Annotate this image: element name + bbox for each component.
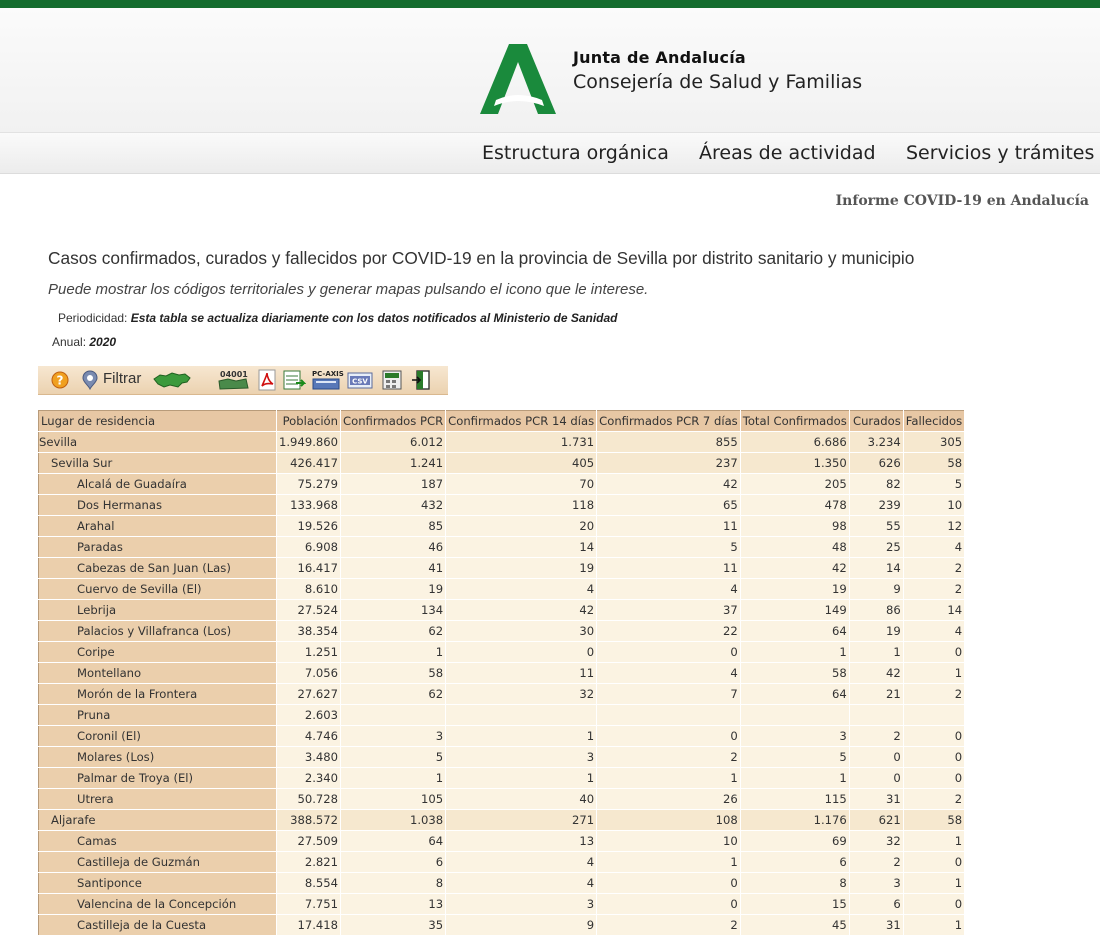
row-cell-value: [740, 705, 849, 726]
row-lugar[interactable]: Castilleja de Guzmán: [39, 852, 277, 873]
table-row-municipio[interactable]: [39, 579, 965, 600]
table-row-municipio[interactable]: [39, 516, 965, 537]
table-row-municipio[interactable]: [39, 621, 965, 642]
row-lugar[interactable]: Sevilla Sur: [39, 453, 277, 474]
row-cell-value: 7: [597, 684, 741, 705]
nav-item-servicios[interactable]: Servicios y trámites: [906, 142, 1095, 164]
col-header-confirmados-pcr[interactable]: Confirmados PCR: [341, 411, 446, 432]
table-row-municipio[interactable]: [39, 600, 965, 621]
row-cell-value: 1: [849, 642, 903, 663]
row-cell-value: 35: [341, 915, 446, 936]
row-cell-value: 0: [446, 642, 597, 663]
row-cell-value: 2: [597, 747, 741, 768]
row-cell-value: 0: [597, 894, 741, 915]
row-cell-value: 432: [341, 495, 446, 516]
pdf-icon[interactable]: [256, 370, 278, 390]
row-lugar[interactable]: Coronil (El): [39, 726, 277, 747]
row-cell-value: 58: [903, 810, 964, 831]
row-cell-value: 8.610: [277, 579, 341, 600]
row-cell-value: 22: [597, 621, 741, 642]
row-lugar[interactable]: Palmar de Troya (El): [39, 768, 277, 789]
row-cell-value: 13: [446, 831, 597, 852]
row-cell-value: 27.509: [277, 831, 341, 852]
col-header-pcr-7[interactable]: Confirmados PCR 7 días: [597, 411, 741, 432]
row-cell-value: 9: [446, 915, 597, 936]
row-lugar[interactable]: Coripe: [39, 642, 277, 663]
row-cell-value: 5: [740, 747, 849, 768]
row-cell-value: 40: [446, 789, 597, 810]
row-lugar[interactable]: Lebrija: [39, 600, 277, 621]
row-cell-value: 4: [597, 579, 741, 600]
row-cell-value: 187: [341, 474, 446, 495]
col-header-pcr-14[interactable]: Confirmados PCR 14 días: [446, 411, 597, 432]
row-cell-value: 7.056: [277, 663, 341, 684]
csv-label: CSV: [352, 377, 368, 386]
row-cell-value: 19.526: [277, 516, 341, 537]
row-cell-value: 69: [740, 831, 849, 852]
row-cell-value: 3: [446, 894, 597, 915]
periodicity-value: Esta tabla se actualiza diariamente con los datos notificados al Ministerio de Sanidad: [130, 311, 618, 325]
codes-label: 04001: [220, 370, 248, 379]
row-lugar[interactable]: Aljarafe: [39, 810, 277, 831]
row-cell-value: 17.418: [277, 915, 341, 936]
row-cell-value: 27.524: [277, 600, 341, 621]
table-row-municipio[interactable]: [39, 873, 965, 894]
row-cell-value: 118: [446, 495, 597, 516]
row-cell-value: 3.234: [849, 432, 903, 453]
row-cell-value: 426.417: [277, 453, 341, 474]
table-row-municipio[interactable]: [39, 684, 965, 705]
row-cell-value: 70: [446, 474, 597, 495]
row-cell-value: 1.038: [341, 810, 446, 831]
row-cell-value: 7.751: [277, 894, 341, 915]
row-cell-value: 9: [849, 579, 903, 600]
row-lugar[interactable]: Santiponce: [39, 873, 277, 894]
site-header: [0, 8, 1100, 132]
row-cell-value: 11: [597, 558, 741, 579]
row-lugar[interactable]: Paradas: [39, 537, 277, 558]
svg-text:?: ?: [56, 373, 64, 388]
row-cell-value: 31: [849, 915, 903, 936]
row-cell-value: [597, 705, 741, 726]
exit-icon[interactable]: [410, 370, 432, 390]
row-cell-value: 108: [597, 810, 741, 831]
row-cell-value: 2: [597, 915, 741, 936]
row-cell-value: 0: [597, 873, 741, 894]
row-cell-value: 4: [597, 663, 741, 684]
row-cell-value: 205: [740, 474, 849, 495]
row-cell-value: 31: [849, 789, 903, 810]
row-cell-value: 4.746: [277, 726, 341, 747]
row-cell-value: 10: [903, 495, 964, 516]
row-cell-value: 1: [903, 915, 964, 936]
row-cell-value: 2: [903, 684, 964, 705]
row-cell-value: 6.686: [740, 432, 849, 453]
row-lugar[interactable]: Camas: [39, 831, 277, 852]
filter-button[interactable]: Filtrar: [103, 370, 142, 387]
row-cell-value: 0: [597, 726, 741, 747]
table-row-municipio[interactable]: [39, 537, 965, 558]
row-lugar[interactable]: Dos Hermanas: [39, 495, 277, 516]
row-cell-value: 1.350: [740, 453, 849, 474]
table-row-municipio[interactable]: [39, 747, 965, 768]
row-cell-value: 0: [849, 768, 903, 789]
row-cell-value: 11: [446, 663, 597, 684]
row-cell-value: 55: [849, 516, 903, 537]
row-cell-value: 3: [740, 726, 849, 747]
row-cell-value: 2: [903, 558, 964, 579]
row-cell-value: 2.603: [277, 705, 341, 726]
row-cell-value: 0: [903, 642, 964, 663]
row-cell-value: 21: [849, 684, 903, 705]
table-row-distrito[interactable]: [39, 810, 965, 831]
row-cell-value: 46: [341, 537, 446, 558]
row-cell-value: 12: [903, 516, 964, 537]
row-cell-value: 19: [341, 579, 446, 600]
row-cell-value: 6: [740, 852, 849, 873]
excel-icon[interactable]: [282, 370, 306, 390]
annual-label: Anual:: [52, 335, 87, 349]
row-cell-value: 11: [597, 516, 741, 537]
row-cell-value: 305: [903, 432, 964, 453]
row-lugar[interactable]: Montellano: [39, 663, 277, 684]
page-subtitle: Puede mostrar los códigos territoriales y generar mapas pulsando el icono que le interese.: [48, 281, 649, 298]
row-cell-value: 5: [597, 537, 741, 558]
table-row-municipio[interactable]: [39, 831, 965, 852]
row-cell-value: 75.279: [277, 474, 341, 495]
row-cell-value: 5: [341, 747, 446, 768]
row-cell-value: 1: [903, 873, 964, 894]
row-cell-value: 1: [446, 726, 597, 747]
row-cell-value: 32: [849, 831, 903, 852]
row-cell-value: 1: [597, 852, 741, 873]
covid-data-table: [38, 410, 965, 936]
row-cell-value: [341, 705, 446, 726]
row-cell-value: 2: [849, 726, 903, 747]
row-lugar[interactable]: Morón de la Frontera: [39, 684, 277, 705]
table-row-distrito[interactable]: [39, 453, 965, 474]
row-cell-value: 2: [903, 579, 964, 600]
row-cell-value: 64: [740, 684, 849, 705]
row-cell-value: 64: [341, 831, 446, 852]
table-row-municipio[interactable]: [39, 705, 965, 726]
calc-icon[interactable]: [380, 370, 404, 390]
row-cell-value: 1.251: [277, 642, 341, 663]
row-cell-value: 58: [903, 453, 964, 474]
row-cell-value: 0: [903, 768, 964, 789]
table-row-distrito[interactable]: [39, 432, 965, 453]
row-cell-value: 58: [740, 663, 849, 684]
row-cell-value: 6: [849, 894, 903, 915]
pcaxis-label: PC-AXIS: [312, 370, 344, 378]
row-cell-value: 1: [597, 768, 741, 789]
row-cell-value: 388.572: [277, 810, 341, 831]
col-header-curados[interactable]: Curados: [849, 411, 903, 432]
row-cell-value: 478: [740, 495, 849, 516]
row-cell-value: 2.821: [277, 852, 341, 873]
row-cell-value: 58: [341, 663, 446, 684]
main-nav: [0, 132, 1100, 174]
col-header-lugar[interactable]: Lugar de residencia: [39, 411, 277, 432]
row-cell-value: 14: [849, 558, 903, 579]
table-row-municipio[interactable]: [39, 474, 965, 495]
row-cell-value: 1: [341, 768, 446, 789]
row-lugar[interactable]: Valencina de la Concepción: [39, 894, 277, 915]
row-cell-value: 42: [446, 600, 597, 621]
table-row-municipio[interactable]: [39, 558, 965, 579]
table-row-municipio[interactable]: [39, 789, 965, 810]
row-cell-value: 6.012: [341, 432, 446, 453]
col-header-poblacion[interactable]: Población: [277, 411, 341, 432]
annual: [52, 335, 116, 349]
junta-logo-icon[interactable]: [478, 42, 558, 116]
row-cell-value: 5: [903, 474, 964, 495]
codes-icon[interactable]: [216, 370, 252, 390]
brand-department: Consejería de Salud y Familias: [573, 71, 863, 93]
row-cell-value: 626: [849, 453, 903, 474]
row-cell-value: 4: [446, 579, 597, 600]
row-cell-value: 105: [341, 789, 446, 810]
row-cell-value: 1: [903, 831, 964, 852]
nav-item-areas[interactable]: Áreas de actividad: [699, 142, 876, 164]
row-cell-value: 16.417: [277, 558, 341, 579]
row-cell-value: 62: [341, 621, 446, 642]
row-cell-value: 3: [849, 873, 903, 894]
row-cell-value: 3: [341, 726, 446, 747]
col-header-fallecidos[interactable]: Fallecidos: [903, 411, 964, 432]
filter-icon[interactable]: [80, 370, 100, 390]
row-cell-value: 8: [740, 873, 849, 894]
row-cell-value: 4: [903, 537, 964, 558]
row-cell-value: 45: [740, 915, 849, 936]
table-body: [39, 432, 965, 936]
row-cell-value: 30: [446, 621, 597, 642]
row-cell-value: 855: [597, 432, 741, 453]
row-cell-value: 86: [849, 600, 903, 621]
map-icon[interactable]: [152, 370, 192, 390]
row-lugar[interactable]: Pruna: [39, 705, 277, 726]
table-row-municipio[interactable]: [39, 915, 965, 936]
help-icon[interactable]: [50, 370, 70, 390]
brand-name: Junta de Andalucía: [573, 48, 746, 67]
row-cell-value: [849, 705, 903, 726]
row-cell-value: 64: [740, 621, 849, 642]
nav-item-estructura[interactable]: Estructura orgánica: [482, 142, 669, 164]
row-cell-value: 1: [446, 768, 597, 789]
table-header-row: [39, 411, 965, 432]
row-cell-value: 98: [740, 516, 849, 537]
row-cell-value: 85: [341, 516, 446, 537]
row-lugar[interactable]: Cuervo de Sevilla (El): [39, 579, 277, 600]
row-cell-value: 10: [597, 831, 741, 852]
row-cell-value: 27.627: [277, 684, 341, 705]
row-cell-value: 48: [740, 537, 849, 558]
row-cell-value: 62: [341, 684, 446, 705]
row-cell-value: 42: [740, 558, 849, 579]
table-row-municipio[interactable]: [39, 768, 965, 789]
row-cell-value: 134: [341, 600, 446, 621]
row-cell-value: 133.968: [277, 495, 341, 516]
page-title: Casos confirmados, curados y fallecidos por COVID-19 en la provincia de Sevilla por distrito sanitario y municipio: [48, 248, 915, 268]
row-cell-value: 2.340: [277, 768, 341, 789]
row-cell-value: 41: [341, 558, 446, 579]
row-lugar[interactable]: Cabezas de San Juan (Las): [39, 558, 277, 579]
row-cell-value: 1.176: [740, 810, 849, 831]
row-cell-value: [446, 705, 597, 726]
row-cell-value: 0: [903, 726, 964, 747]
row-cell-value: 3: [446, 747, 597, 768]
row-lugar[interactable]: Molares (Los): [39, 747, 277, 768]
table-row-municipio[interactable]: [39, 726, 965, 747]
row-cell-value: 19: [740, 579, 849, 600]
row-cell-value: 50.728: [277, 789, 341, 810]
annual-value: 2020: [89, 335, 117, 349]
row-cell-value: 2: [849, 852, 903, 873]
row-cell-value: 65: [597, 495, 741, 516]
row-cell-value: 1: [903, 663, 964, 684]
row-cell-value: 6: [341, 852, 446, 873]
table-row-municipio[interactable]: [39, 495, 965, 516]
row-cell-value: 42: [597, 474, 741, 495]
table-row-municipio[interactable]: [39, 642, 965, 663]
top-accent-bar: [0, 0, 1100, 8]
row-lugar[interactable]: Castilleja de la Cuesta: [39, 915, 277, 936]
report-title: Informe COVID-19 en Andalucía: [835, 193, 1089, 209]
row-cell-value: 37: [597, 600, 741, 621]
row-cell-value: 0: [903, 747, 964, 768]
row-cell-value: 14: [446, 537, 597, 558]
row-cell-value: 0: [903, 852, 964, 873]
row-cell-value: 0: [849, 747, 903, 768]
row-cell-value: 4: [446, 852, 597, 873]
row-lugar[interactable]: Sevilla: [39, 432, 277, 453]
row-cell-value: [903, 705, 964, 726]
table-row-municipio[interactable]: [39, 852, 965, 873]
csv-icon[interactable]: [346, 370, 374, 390]
col-header-total-confirmados[interactable]: Total Confirmados: [740, 411, 849, 432]
row-cell-value: 1.949.860: [277, 432, 341, 453]
row-cell-value: 8.554: [277, 873, 341, 894]
table-row-municipio[interactable]: [39, 894, 965, 915]
row-cell-value: 1.731: [446, 432, 597, 453]
row-cell-value: 1: [740, 768, 849, 789]
row-cell-value: 0: [903, 894, 964, 915]
periodicity: [58, 311, 618, 325]
row-cell-value: 32: [446, 684, 597, 705]
row-cell-value: 6.908: [277, 537, 341, 558]
row-cell-value: 1: [740, 642, 849, 663]
row-cell-value: 8: [341, 873, 446, 894]
row-lugar[interactable]: Arahal: [39, 516, 277, 537]
row-cell-value: 42: [849, 663, 903, 684]
row-lugar[interactable]: Alcalá de Guadaíra: [39, 474, 277, 495]
row-cell-value: 0: [597, 642, 741, 663]
row-cell-value: 2: [903, 789, 964, 810]
row-cell-value: 149: [740, 600, 849, 621]
row-cell-value: 19: [446, 558, 597, 579]
periodicity-label: Periodicidad:: [58, 311, 128, 325]
row-lugar[interactable]: Palacios y Villafranca (Los): [39, 621, 277, 642]
row-cell-value: 26: [597, 789, 741, 810]
row-cell-value: 1: [341, 642, 446, 663]
pcaxis-icon[interactable]: [310, 370, 344, 390]
row-cell-value: 38.354: [277, 621, 341, 642]
row-cell-value: 20: [446, 516, 597, 537]
row-cell-value: 14: [903, 600, 964, 621]
row-cell-value: 115: [740, 789, 849, 810]
row-cell-value: 4: [446, 873, 597, 894]
row-cell-value: 82: [849, 474, 903, 495]
row-cell-value: 271: [446, 810, 597, 831]
row-cell-value: 621: [849, 810, 903, 831]
row-cell-value: 25: [849, 537, 903, 558]
row-cell-value: 19: [849, 621, 903, 642]
row-cell-value: 1.241: [341, 453, 446, 474]
row-cell-value: 4: [903, 621, 964, 642]
row-cell-value: 15: [740, 894, 849, 915]
table-row-municipio[interactable]: [39, 663, 965, 684]
table-toolbar: [38, 366, 448, 395]
row-cell-value: 3.480: [277, 747, 341, 768]
row-lugar[interactable]: Utrera: [39, 789, 277, 810]
row-cell-value: 237: [597, 453, 741, 474]
row-cell-value: 13: [341, 894, 446, 915]
row-cell-value: 239: [849, 495, 903, 516]
row-cell-value: 405: [446, 453, 597, 474]
